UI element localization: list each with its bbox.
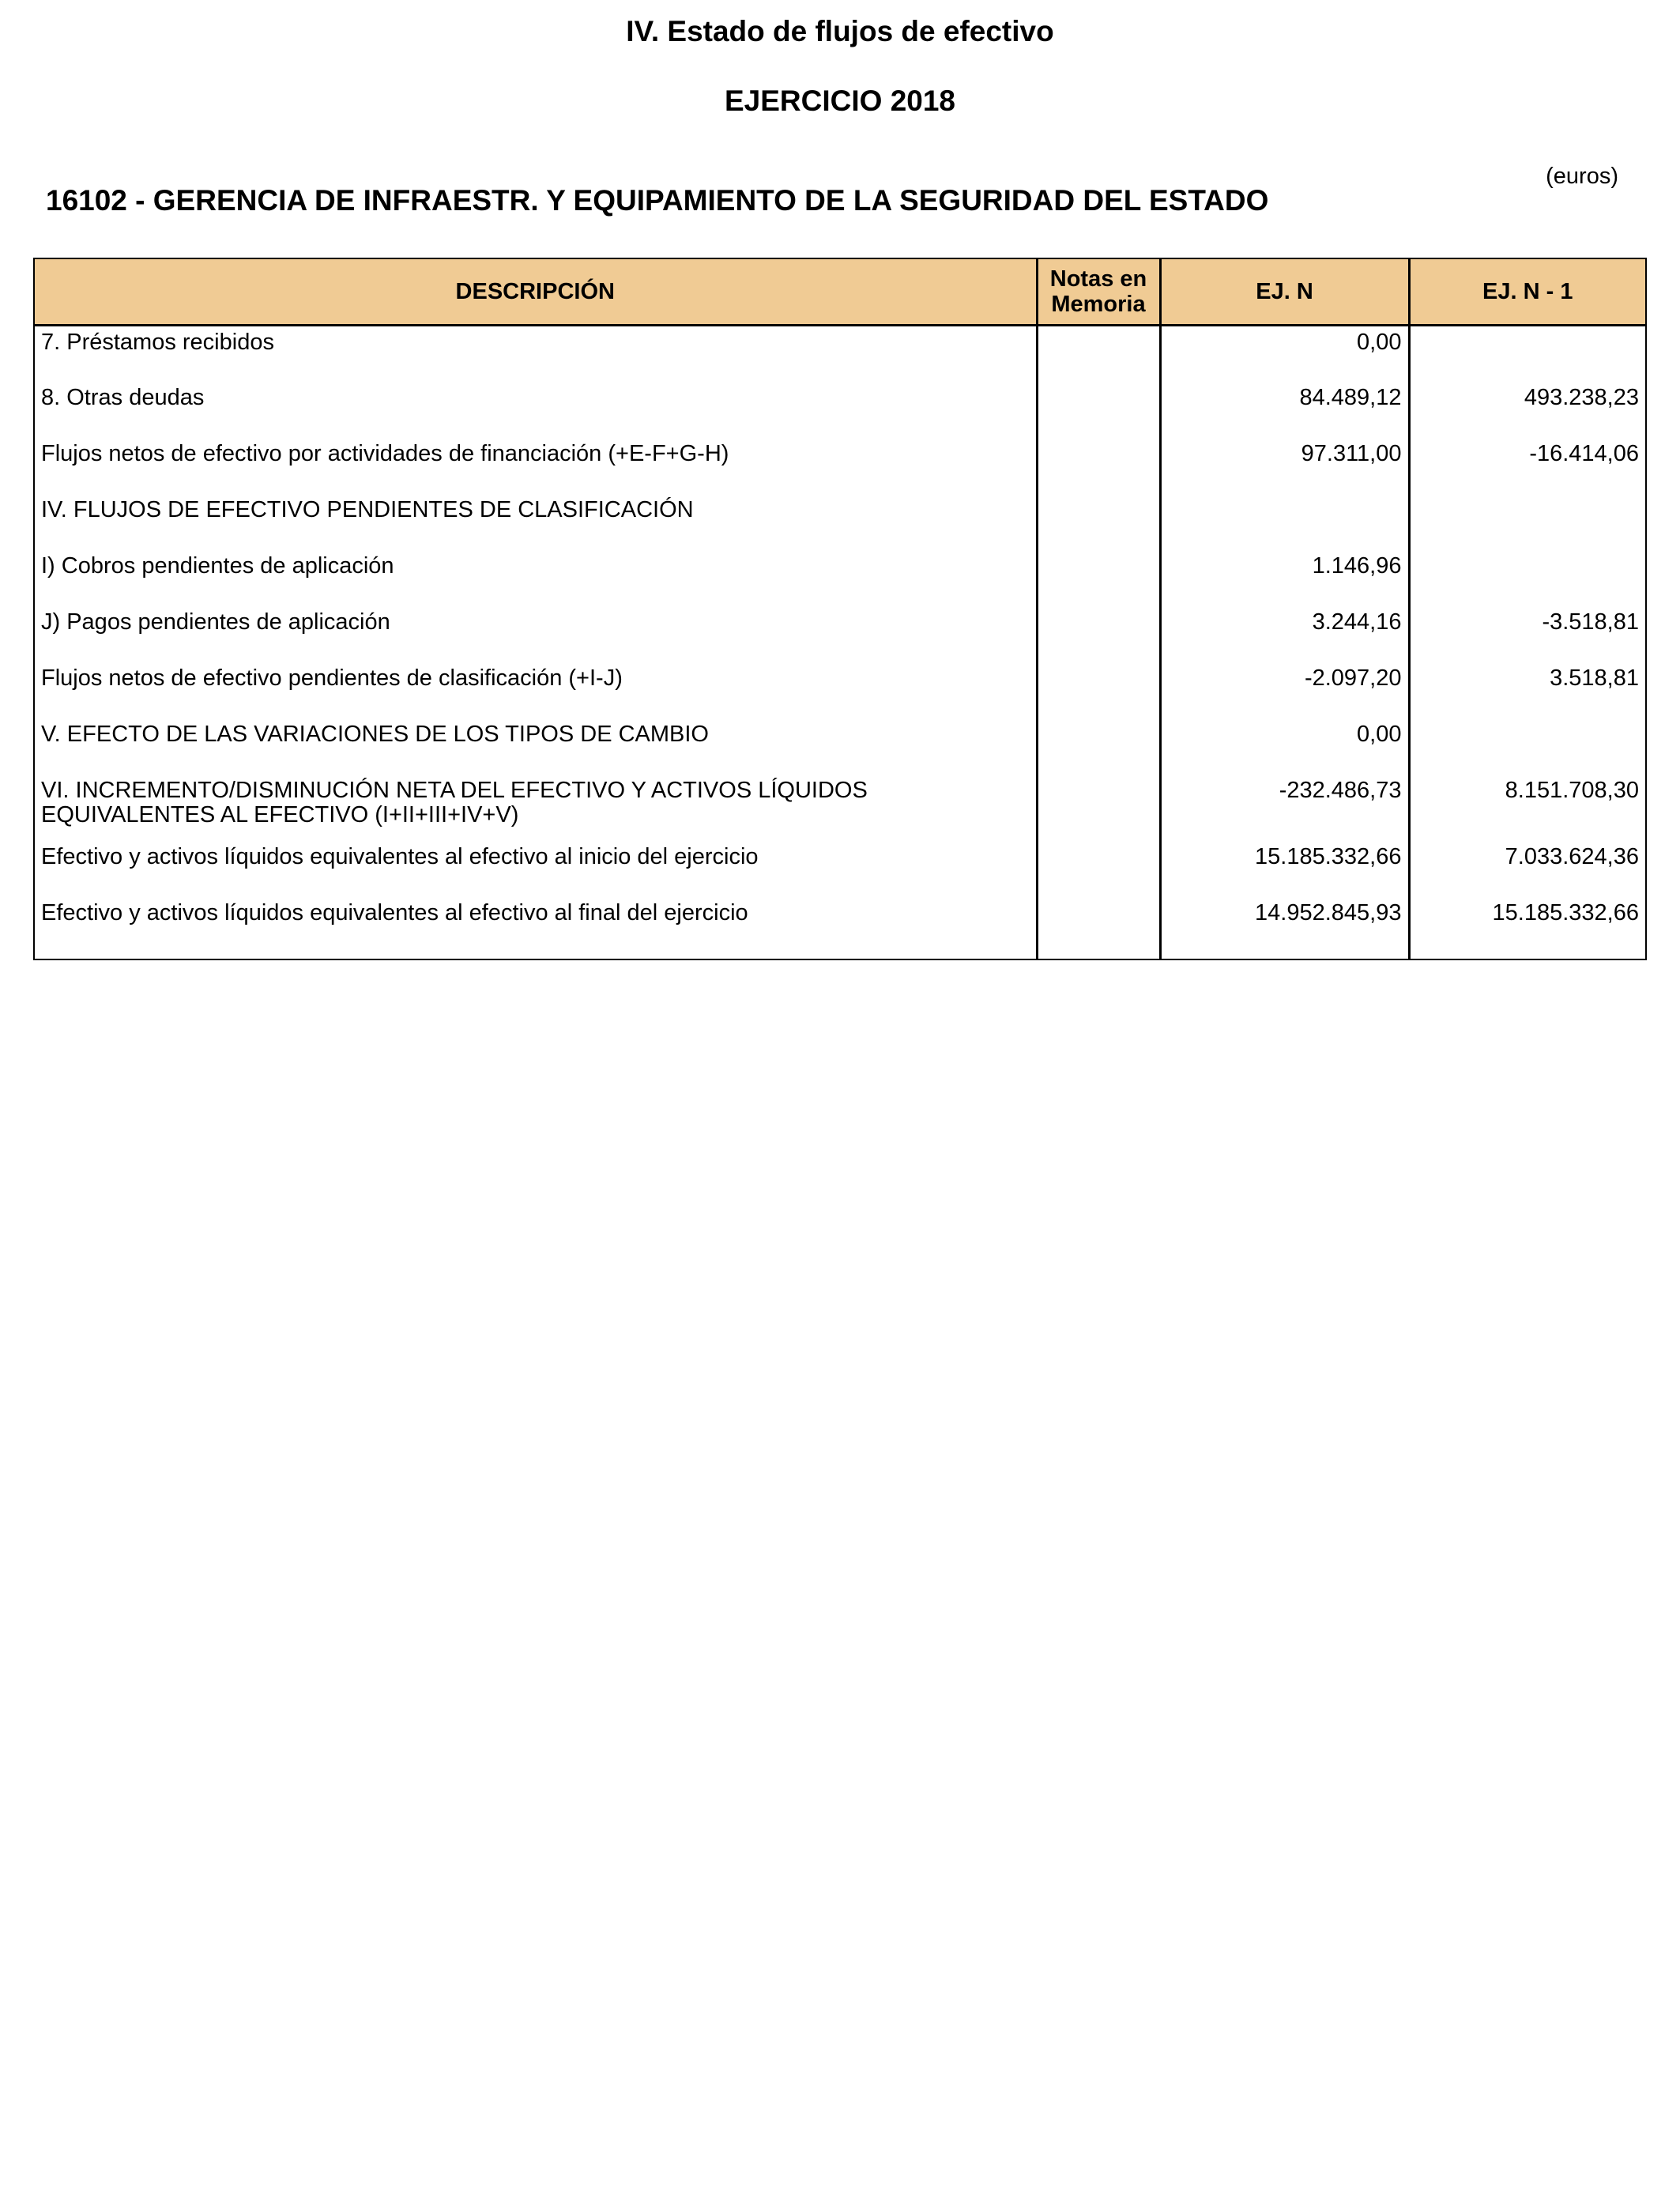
table-row <box>34 494 1646 550</box>
row-notes <box>1037 326 1160 382</box>
row-notes <box>1037 662 1160 718</box>
table-row <box>34 718 1646 775</box>
table-row <box>34 438 1646 494</box>
row-description: Flujos netos de efectivo pendientes de clasificación (+I-J) <box>34 662 1037 718</box>
row-ej-n: 97.311,00 <box>1160 438 1409 494</box>
table-row <box>34 606 1646 662</box>
row-description: I) Cobros pendientes de aplicación <box>34 550 1037 606</box>
row-notes <box>1037 382 1160 438</box>
row-ej-n <box>1160 494 1409 550</box>
currency-note: (euros) <box>1546 164 1618 189</box>
row-ej-n: 0,00 <box>1160 326 1409 382</box>
row-description: Efectivo y activos líquidos equivalentes al efectivo al final del ejercicio <box>34 897 1037 959</box>
row-ej-n: -2.097,20 <box>1160 662 1409 718</box>
row-notes <box>1037 550 1160 606</box>
row-description: 8. Otras deudas <box>34 382 1037 438</box>
row-ej-n1: 3.518,81 <box>1409 662 1646 718</box>
header-ej-n1: EJ. N - 1 <box>1409 258 1646 326</box>
row-notes <box>1037 606 1160 662</box>
row-ej-n1: 15.185.332,66 <box>1409 897 1646 959</box>
row-ej-n: 3.244,16 <box>1160 606 1409 662</box>
row-description: V. EFECTO DE LAS VARIACIONES DE LOS TIPOS DE CAMBIO <box>34 718 1037 775</box>
row-description: VI. INCREMENTO/DISMINUCIÓN NETA DEL EFECTIVO Y ACTIVOS LÍQUIDOS EQUIVALENTES AL EFECTIVO (I+II+III+IV+V) <box>34 775 1037 841</box>
table-row <box>34 382 1646 438</box>
row-notes <box>1037 775 1160 841</box>
row-ej-n1 <box>1409 494 1646 550</box>
document-title: IV. Estado de flujos de efectivo <box>626 15 1054 47</box>
entity-title: 16102 - GERENCIA DE INFRAESTR. Y EQUIPAMIENTO DE LA SEGURIDAD DEL ESTADO <box>46 184 1269 217</box>
row-notes <box>1037 841 1160 897</box>
table-header-row <box>34 258 1646 326</box>
row-description: Efectivo y activos líquidos equivalentes al efectivo al inicio del ejercicio <box>34 841 1037 897</box>
row-notes <box>1037 718 1160 775</box>
row-description: 7. Préstamos recibidos <box>34 326 1037 382</box>
table-row <box>34 662 1646 718</box>
row-ej-n1 <box>1409 326 1646 382</box>
row-ej-n: 14.952.845,93 <box>1160 897 1409 959</box>
header-notes: Notas en Memoria <box>1037 258 1160 326</box>
header-ej-n: EJ. N <box>1160 258 1409 326</box>
row-ej-n: 15.185.332,66 <box>1160 841 1409 897</box>
row-notes <box>1037 438 1160 494</box>
row-notes <box>1037 494 1160 550</box>
cash-flow-table <box>33 258 1647 960</box>
row-ej-n: -232.486,73 <box>1160 775 1409 841</box>
row-description: Flujos netos de efectivo por actividades de financiación (+E-F+G-H) <box>34 438 1037 494</box>
row-description: IV. FLUJOS DE EFECTIVO PENDIENTES DE CLASIFICACIÓN <box>34 494 1037 550</box>
row-ej-n1 <box>1409 718 1646 775</box>
table-row <box>34 326 1646 382</box>
row-ej-n: 1.146,96 <box>1160 550 1409 606</box>
row-ej-n1: 493.238,23 <box>1409 382 1646 438</box>
row-notes <box>1037 897 1160 959</box>
row-ej-n1: 7.033.624,36 <box>1409 841 1646 897</box>
row-description: J) Pagos pendientes de aplicación <box>34 606 1037 662</box>
row-ej-n1: -16.414,06 <box>1409 438 1646 494</box>
table-row <box>34 841 1646 897</box>
table-row <box>34 775 1646 841</box>
row-ej-n: 84.489,12 <box>1160 382 1409 438</box>
row-ej-n1: 8.151.708,30 <box>1409 775 1646 841</box>
row-ej-n: 0,00 <box>1160 718 1409 775</box>
row-ej-n1: -3.518,81 <box>1409 606 1646 662</box>
table-row <box>34 897 1646 959</box>
header-description: DESCRIPCIÓN <box>34 258 1037 326</box>
fiscal-year-title: EJERCICIO 2018 <box>724 85 956 117</box>
row-ej-n1 <box>1409 550 1646 606</box>
table-row <box>34 550 1646 606</box>
